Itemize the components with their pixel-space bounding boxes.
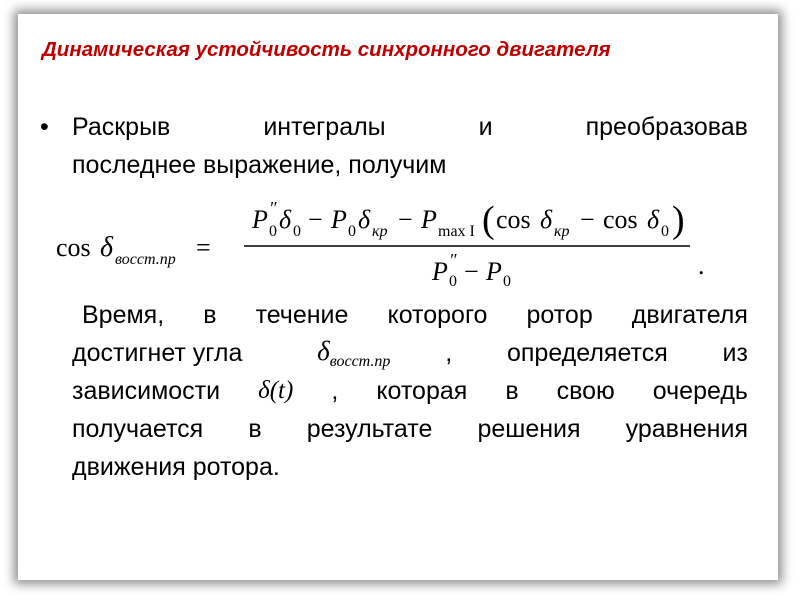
formula-paren-open: (: [482, 199, 495, 241]
para2-word: очередь: [652, 377, 748, 405]
formula-num-p3-sub: max I: [438, 223, 475, 240]
formula-num-p2-sub: 0: [348, 223, 356, 240]
para2-word: Время,: [82, 301, 165, 329]
para2-word: в: [248, 415, 262, 443]
formula-num-delta2-sub: кр: [372, 223, 388, 240]
para2-word: двигателя: [631, 301, 748, 329]
para2-line-5: движения ротора.: [72, 453, 280, 481]
formula-minus-2: −: [398, 205, 413, 234]
para2-word: ,: [331, 377, 339, 405]
bullet-marker: •: [40, 113, 49, 141]
para2-word: уравнения: [625, 415, 748, 443]
formula-paren-close: ): [672, 199, 685, 241]
para2-line-1: [72, 296, 748, 334]
formula-cos-1: cos: [496, 205, 531, 234]
bullet-line-2: последнее выражение, получим: [72, 151, 447, 179]
bullet-word: интегралы: [263, 113, 386, 141]
para2-word: решения: [477, 415, 581, 443]
bullet-word: Раскрыв: [72, 113, 171, 141]
formula: [56, 196, 736, 286]
formula-lhs-sub: восст.пр: [115, 251, 176, 268]
formula-den-p2-sub: 0: [503, 273, 511, 286]
formula-num-delta1: δ: [279, 205, 292, 234]
formula-cos1-sub: кр: [554, 223, 570, 240]
formula-equals: =: [196, 233, 211, 262]
para2-line3-left: зависимости: [72, 377, 221, 405]
para2-line-2: [72, 334, 748, 372]
para2-word: получается: [72, 415, 204, 443]
formula-num-delta1-sub: 0: [293, 223, 301, 240]
para2-word: определяется: [506, 339, 668, 367]
para2-word: свою: [556, 377, 615, 405]
formula-num-p1-sub: 0: [269, 223, 277, 240]
para2-word: в: [203, 301, 217, 329]
formula-num-p2: P: [331, 205, 347, 234]
para2-word: которого: [387, 301, 488, 329]
para2-line-3: [72, 372, 748, 410]
formula-num-p1-sup: ″: [269, 198, 277, 218]
formula-den-p1: P: [432, 257, 448, 286]
formula-lhs-cos: cos: [56, 233, 91, 262]
para2-word: в: [505, 377, 519, 405]
formula-num-p3: P: [421, 205, 437, 234]
para2-word: ,: [445, 339, 453, 367]
formula-cos-2: cos: [603, 205, 638, 234]
formula-den-p1-sup: ″: [449, 250, 457, 270]
bullet-line-1: [72, 108, 748, 146]
para2-word: из: [722, 339, 748, 367]
formula-cos2-sub: 0: [661, 223, 669, 240]
formula-lhs-delta: δ: [100, 232, 114, 263]
bullet-word: и: [478, 113, 493, 141]
formula-minus-1: −: [308, 205, 323, 234]
formula-trailing-dot: .: [698, 251, 705, 280]
para2-line2-math: [297, 332, 390, 375]
formula-den-minus: −: [464, 257, 479, 286]
para2-word: которая: [376, 377, 468, 405]
para2-line-4: [72, 410, 748, 448]
formula-num-p1: P: [252, 205, 268, 234]
formula-num-delta2: δ: [358, 205, 371, 234]
formula-cos1-delta: δ: [540, 205, 553, 234]
slide-title: Динамическая устойчивость синхронного двигателя: [42, 38, 611, 61]
para2-line3-math: δ(t): [258, 377, 294, 404]
formula-den-p1-sub: 0: [449, 273, 457, 286]
para2-word: течение: [255, 301, 349, 329]
formula-den-p2: P: [486, 257, 502, 286]
bullet-word: преобразовав: [585, 113, 748, 141]
explanation-paragraph: [72, 296, 748, 486]
para2-line2-sub: восст.пр: [329, 352, 391, 370]
para2-line2-left: достигнет угла: [72, 339, 243, 367]
para2-line2-delta: δ: [317, 335, 330, 366]
para2-word: ротор: [526, 301, 593, 329]
bullet-paragraph: [72, 108, 748, 184]
para2-word: результате: [306, 415, 433, 443]
formula-minus-3: −: [580, 205, 595, 234]
formula-cos2-delta: δ: [647, 205, 660, 234]
